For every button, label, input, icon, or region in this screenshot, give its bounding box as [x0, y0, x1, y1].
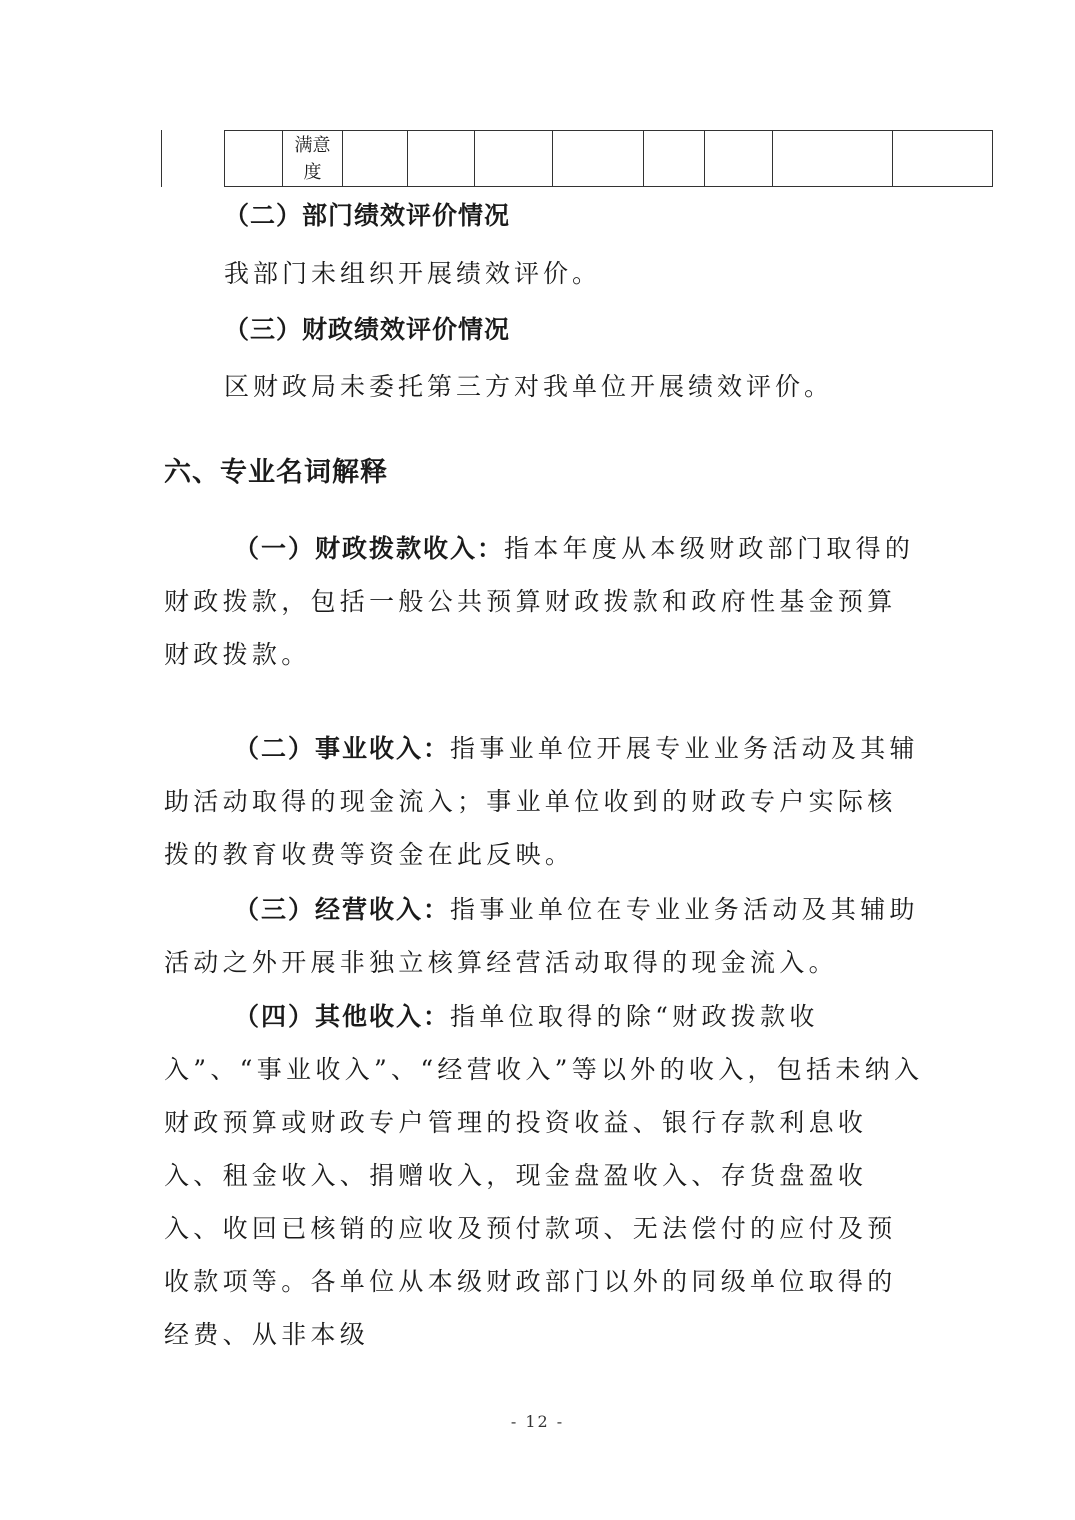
table-cell [773, 131, 893, 187]
table-left-border [161, 130, 162, 187]
glossary-definition: 指本年度从本级财政部门取得的财政拨款，包括一般公共预算财政拨款和政府性基金预算财政拨款。 [164, 534, 915, 669]
table-cell [225, 131, 283, 187]
glossary-term: （三）经营收入： [234, 895, 451, 924]
dept-evaluation-text: 我部门未组织开展绩效评价。 [224, 259, 602, 288]
dept-evaluation-heading: （二）部门绩效评价情况 [224, 201, 511, 230]
glossary-definition: 指事业单位在专业业务活动及其辅助活动之外开展非独立核算经营活动取得的现金流入。 [164, 895, 919, 977]
table-cell-satisfaction: 满意度 [283, 131, 343, 187]
page-number: - 12 - [510, 1412, 565, 1431]
table-cell [343, 131, 408, 187]
glossary-item [164, 883, 924, 989]
glossary-term: （四）其他收入： [234, 1002, 451, 1031]
glossary-term: （一）财政拨款收入： [234, 534, 505, 563]
table-cell [644, 131, 705, 187]
glossary-title: 六、专业名词解释 [164, 457, 388, 488]
table-cell [475, 131, 553, 187]
table-row [225, 131, 993, 187]
glossary-term: （二）事业收入： [234, 734, 451, 763]
finance-evaluation-text: 区财政局未委托第三方对我单位开展绩效评价。 [224, 372, 834, 401]
table-cell [553, 131, 644, 187]
glossary-item [164, 722, 924, 881]
glossary-definition: 指事业单位开展专业业务活动及其辅助活动取得的现金流入；事业单位收到的财政专户实际核拨的教育收费等资金在此反映。 [164, 734, 919, 869]
finance-evaluation-heading: （三）财政绩效评价情况 [224, 315, 511, 344]
glossary-item [164, 522, 924, 681]
performance-table-fragment [224, 130, 993, 187]
table-cell [408, 131, 475, 187]
glossary-item [164, 990, 924, 1361]
table-cell [893, 131, 993, 187]
table-cell [705, 131, 773, 187]
glossary-definition: 指单位取得的除“财政拨款收入”、“事业收入”、“经营收入”等以外的收入，包括未纳入财政预算或财政专户管理的投资收益、银行存款利息收入、租金收入、捐赠收入，现金盘盈收入、存货盘盈收入、收回已核销的应收及预付款项、无法偿付的应付及预收款项等。各单位从本级财政部门以外的同级单位取得的经费、从非本级 [164, 1002, 924, 1349]
